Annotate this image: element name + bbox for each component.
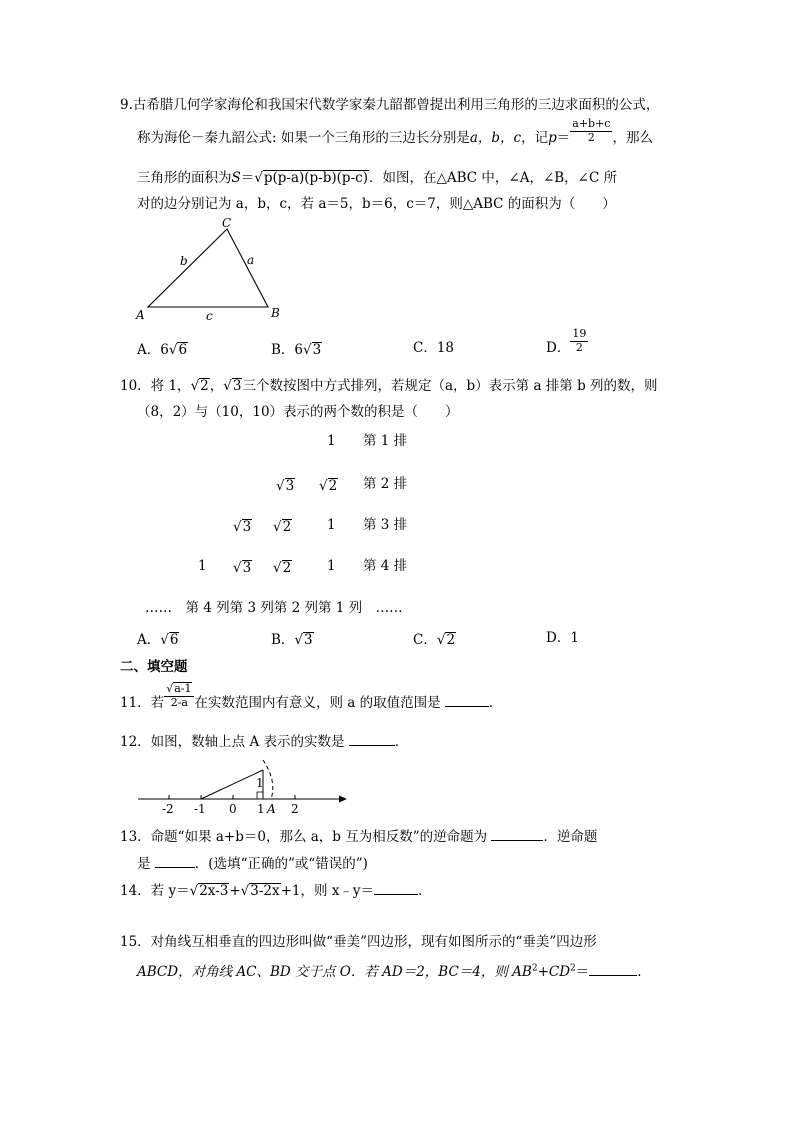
q14-text: 14．若 y＝ <box>120 883 190 899</box>
side-c-label: c <box>206 309 213 323</box>
q13-line1-post: ．逆命题 <box>543 829 598 845</box>
q9-frac-num: a+b+c <box>572 117 611 131</box>
q15-line2-post: ＝ <box>575 964 590 980</box>
triangle-abc <box>148 229 268 307</box>
q13-line1-text: 13．命题“如果 a+b＝0，那么 a，b 互为相反数”的逆命题为 <box>120 829 488 845</box>
q9-line2-text: 称为海伦－秦九韶公式: 如果一个三角形的三边长分别是 <box>137 130 470 146</box>
q10-line1-post: 三个数按图中方式排列，若规定（a，b）表示第 a 排第 b 列的数，则 <box>242 378 658 394</box>
q9-line4: 对的边分别记为 a，b，c，若 a＝5，b＝6，c＝7，则△ABC 的面积为（ ） <box>137 196 616 212</box>
q9-p-fraction <box>570 118 612 144</box>
q11-answer-blank[interactable] <box>445 695 489 707</box>
q10-line2: （8，2）与（10，10）表示的两个数的积是（ ） <box>137 404 459 420</box>
q9-vars: a，b，c <box>469 130 522 146</box>
q10-option-a: A．√6 <box>137 632 179 648</box>
q11-den: 2-a <box>170 695 188 709</box>
q13-line2-text: 是 <box>137 856 151 872</box>
row1-value-1: 1 <box>327 433 336 449</box>
q11-num: √a-1 <box>164 682 194 697</box>
q9-frac-den: 2 <box>587 131 595 144</box>
q9-option-d-label: D． <box>546 340 571 356</box>
height-label: 1 <box>256 776 264 790</box>
q10-comma: ， <box>209 378 224 394</box>
q10-option-c-label: C． <box>413 632 437 648</box>
q12-end: ． <box>394 734 409 750</box>
q10-rad3: 3 <box>232 378 242 394</box>
vertex-c-label: C <box>222 216 232 230</box>
q9-option-a: A．6√6 <box>137 342 188 358</box>
q11-line <box>120 681 503 711</box>
q11-post: 在实数范围内有意义，则 a 的取值范围是 <box>194 695 441 711</box>
q9-option-a-rad: 6 <box>178 342 188 358</box>
row4-value-1b: 1 <box>327 558 336 574</box>
q10-option-d: D．1 <box>546 630 579 646</box>
tick-label-m2: -2 <box>162 802 174 816</box>
q9-line3-text: 三角形的面积为 <box>137 170 232 186</box>
q12-line <box>120 734 408 750</box>
row4-sqrt2-rad: 2 <box>282 560 292 576</box>
q9-option-d-frac <box>570 328 588 354</box>
axis-arrow <box>339 796 347 803</box>
row2-sqrt2: √2 <box>319 478 338 494</box>
section-heading: 二、填空题 <box>120 659 188 675</box>
tick-label-1: 1 <box>257 802 265 816</box>
point-a-label: A <box>267 802 276 816</box>
row2-sqrt2-rad: 2 <box>328 478 338 494</box>
q9-option-c: C．18 <box>413 340 455 356</box>
q9-option-d-num: 19 <box>572 327 587 341</box>
q15-sup2: 2 <box>570 963 576 974</box>
q11-fraction <box>164 682 194 709</box>
q9-line2 <box>137 117 653 146</box>
row3-sqrt2-rad: 2 <box>282 519 292 535</box>
q15-line2 <box>137 964 651 980</box>
q11-end: ． <box>488 695 503 711</box>
q9-line1: 9.古希腊几何学家海伦和我国宋代数学家秦九韶都曾提出利用三角形的三边求面积的公式， <box>120 97 660 113</box>
side-a-label: a <box>247 253 255 267</box>
q9-s-var: S <box>231 170 241 186</box>
row2-sqrt3-rad: 3 <box>285 478 295 494</box>
q11-text: 11．若 <box>120 695 165 711</box>
row2-label: 第 2 排 <box>363 476 408 492</box>
right-angle-mark <box>257 792 263 799</box>
row1-label: 第 1 排 <box>363 433 408 449</box>
q13-line2 <box>137 856 368 872</box>
q14-rad2: 3-2x <box>250 883 280 899</box>
tick-label-0: 0 <box>229 802 237 816</box>
q12-text: 12．如图，数轴上点 A 表示的实数是 <box>120 734 345 750</box>
q10-option-b-label: B． <box>271 632 295 648</box>
q9-option-d-den: 2 <box>575 341 583 354</box>
q13-answer-blank-2[interactable] <box>155 856 195 868</box>
triangle-figure <box>130 215 290 325</box>
q13-answer-blank-1[interactable] <box>491 829 543 841</box>
q9-option-b: B．6√3 <box>271 342 322 358</box>
q9-option-d <box>546 327 588 356</box>
q10-line1: 10．将 1，√2，√3三个数按图中方式排列，若规定（a，b）表示第 a 排第 b 列的数，则 <box>120 378 658 394</box>
row3-sqrt3: √3 <box>233 519 252 535</box>
q10-rad2: 2 <box>200 378 209 394</box>
q9-line3-post: ．如图，在△ABC 中，∠A，∠B，∠C 所 <box>368 170 618 186</box>
q15-sup1: 2 <box>531 963 538 974</box>
q14-plus: + <box>229 883 241 899</box>
q12-answer-blank[interactable] <box>349 734 395 746</box>
q15-line2-text: ABCD，对角线 AC、BD 交于点 O．若 AD＝2，BC＝4，则 AB <box>137 964 532 980</box>
q14-post: +1，则 x﹣y＝ <box>280 883 375 899</box>
row3-value-1: 1 <box>327 517 336 533</box>
q9-option-b-rad: 3 <box>312 342 322 358</box>
row3-label: 第 3 排 <box>363 517 408 533</box>
q13-line1 <box>120 829 597 845</box>
q9-eq: ＝ <box>556 130 571 146</box>
q14-end: ． <box>418 883 432 899</box>
vertex-a-label: A <box>136 308 145 322</box>
q15-line1: 15．对角线互相垂直的四边形叫做“垂美”四边形，现有如图所示的“垂美”四边形 <box>120 934 597 950</box>
vertex-b-label: B <box>271 306 280 320</box>
row4-sqrt2: √2 <box>273 560 292 576</box>
q9-option-b-label: B．6 <box>271 342 304 358</box>
q10-option-a-rad: 6 <box>169 632 179 648</box>
q10-option-c: C．√2 <box>413 632 456 648</box>
q9-line3: 三角形的面积为S＝√p(p-a)(p-b)(p-c)．如图，在△ABC 中，∠A，∠B，∠C 所 <box>137 170 618 186</box>
q15-end: ． <box>637 964 651 980</box>
q9-line2-post: ，那么 <box>612 130 653 146</box>
q14-line: 14．若 y＝√2x-3+√3-2x+1，则 x﹣y＝ ． <box>120 883 432 899</box>
q15-answer-blank[interactable] <box>589 964 637 976</box>
row2-sqrt3: √3 <box>276 478 295 494</box>
q10-option-b-rad: 3 <box>304 632 313 648</box>
tick-label-m1: -1 <box>194 802 206 816</box>
number-line-figure <box>135 757 355 817</box>
q15-line2-mid: +CD <box>537 964 571 980</box>
q10-option-b: B．√3 <box>271 632 313 648</box>
side-b-label: b <box>180 254 188 268</box>
q13-line2-post: ．(选填“正确的”或“错误的”) <box>194 856 368 872</box>
row4-value-1a: 1 <box>198 558 207 574</box>
q11-num-rad: a-1 <box>174 681 192 695</box>
row4-sqrt3-rad: 3 <box>242 560 252 576</box>
column-labels: …… 第 4 列第 3 列第 2 列第 1 列 …… <box>145 600 403 616</box>
tick-label-2: 2 <box>291 802 299 816</box>
row4-sqrt3: √3 <box>233 560 252 576</box>
hypotenuse <box>201 770 263 799</box>
q9-option-a-label: A．6 <box>137 342 169 358</box>
q14-rad1: 2x-3 <box>199 883 229 899</box>
row3-sqrt3-rad: 3 <box>242 519 252 535</box>
q10-option-a-label: A． <box>137 632 161 648</box>
q9-sqrt-body: p(p-a)(p-b)(p-c) <box>263 170 368 186</box>
row4-label: 第 4 排 <box>363 558 408 574</box>
q9-p-var: p <box>548 130 557 146</box>
compass-arc <box>263 760 273 799</box>
q10-option-c-rad: 2 <box>446 632 456 648</box>
q14-answer-blank[interactable] <box>374 883 418 895</box>
q10-line1-text: 10．将 1， <box>120 378 191 394</box>
q9-line2-mid: ，记 <box>521 130 549 146</box>
row3-sqrt2: √2 <box>273 519 292 535</box>
